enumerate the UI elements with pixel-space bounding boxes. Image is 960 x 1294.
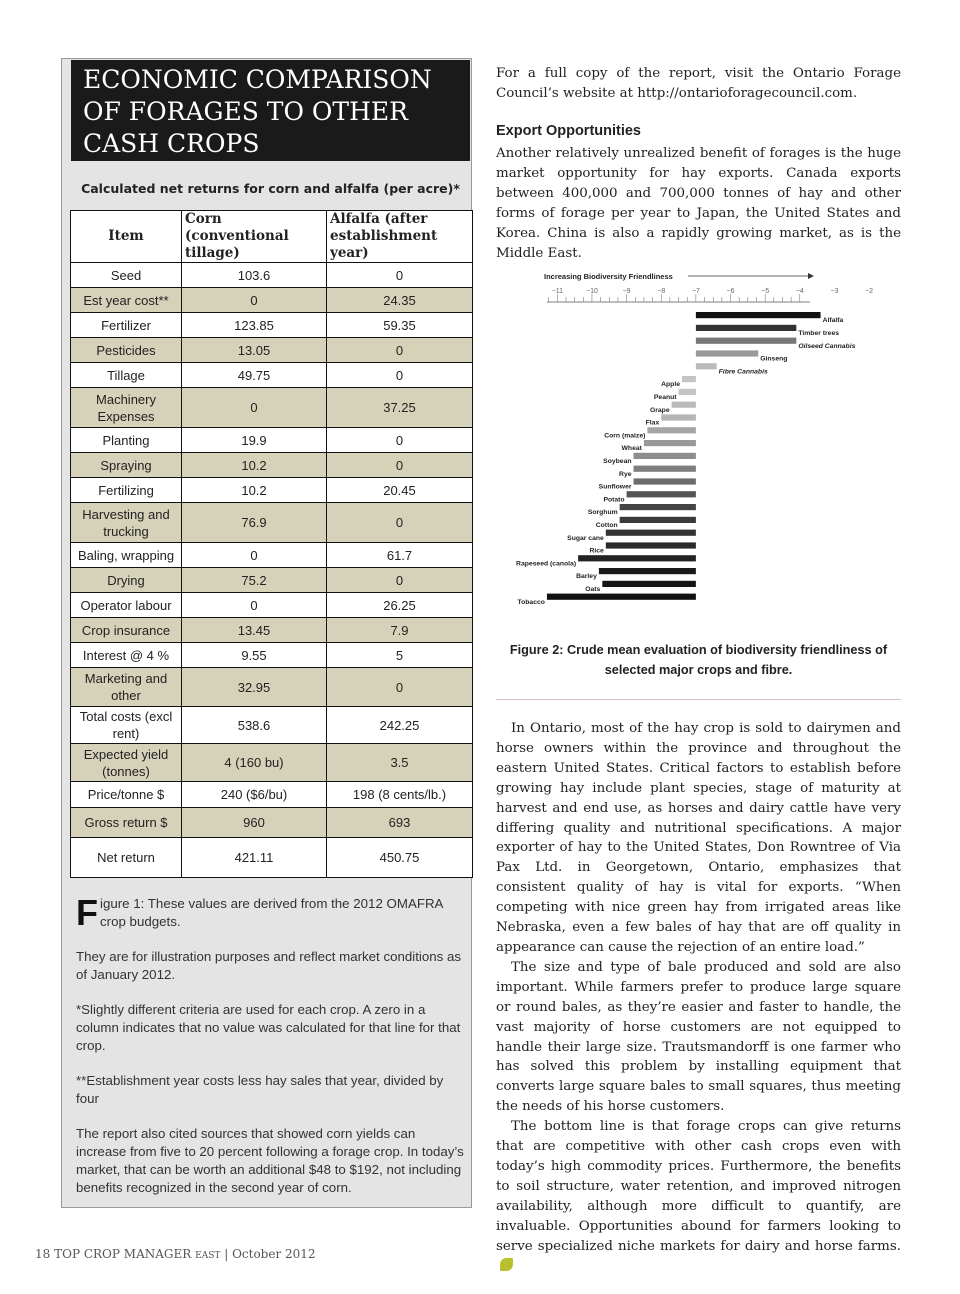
intro-paragraph: For a full copy of the report, visit the Ontario Forage Council’s website at http://ontarioforagecouncil.com. (496, 66, 901, 101)
table-body (71, 263, 473, 878)
note-text: The report also cited sources that showed corn yields can increase from five to 20 percent following a forage crop. In today’s market, that can be worth an additional $48 to $192, not including benefits recognized in the second year of corn. (76, 1126, 464, 1195)
chart-bar-label: Soybean (603, 458, 632, 465)
chart-bar (606, 542, 696, 548)
chart-bar (696, 363, 717, 369)
table-row (71, 543, 473, 568)
export-paragraph: Another relatively unrealized benefit of forages is the huge market opportunity for hay exports. Canada exports between 400,000 and 700,000 tonnes of hay and other forms of forage per year to Japan, the United States and Korea. China is also a rapidly growing market, as is the Middle East. (496, 146, 901, 261)
chart-bar (696, 325, 796, 331)
table-cell-item: Crop insurance (71, 618, 182, 643)
page-footer (35, 1247, 316, 1261)
chart-bar-label: Sunflower (598, 483, 632, 491)
chart-bar (647, 427, 695, 433)
chart-bar-label: Oilseed Cannabis (798, 342, 856, 350)
chart-bar-label: Peanut (653, 394, 677, 401)
table-row (71, 707, 473, 744)
sidebar-title-line: ECONOMIC COMPARISON (83, 65, 432, 94)
table-cell-item: Expected yield (tonnes) (71, 744, 182, 782)
table-cell-alfalfa: 61.7 (327, 543, 473, 568)
table-cell-alfalfa: 0 (327, 263, 473, 288)
page-number: 18 (35, 1247, 51, 1261)
table-cell-alfalfa: 693 (327, 808, 473, 838)
chart-bar-label: Grape (649, 406, 670, 414)
table-cell-item: Marketing and other (71, 668, 182, 707)
table-cell-corn: 49.75 (182, 363, 327, 388)
body-paragraph-text: The bottom line is that forage crops can give returns that are competitive with other cash crops even with today’s high commodity prices. Furthermore, the benefits to soil structure, water retention, and improved nitrogen availability, although more difficult to quantify, are invaluable. Opportunities abound for farmers looking to serve specialized niche markets for dairy and horse farms. (496, 1119, 901, 1254)
table-cell-alfalfa: 26.25 (327, 593, 473, 618)
body-paragraph: In Ontario, most of the hay crop is sold to dairymen and horse owners within the province and throughout the eastern United States. Critical factors to establish before growing hay include plant species, stage of maturity at harvest and end use, as horses and dairy cattle have very differing quality and nutritional specifications. A major exporter of hay to the United States, Don Rowntree of Via Pax Ltd. in Georgetown, Ontario, emphasizes that consistent quality of hay is vital for exports. “When competing with nice green hay from irrigated areas like Nebraska, even a few bales of hay that are off quality in appearance can cause the rejection of an entire load.” (496, 721, 901, 955)
chart-bar-label: Alfalfa (822, 317, 844, 325)
leaf-end-icon (500, 1258, 513, 1271)
table-row (71, 782, 473, 808)
chart-bar-label: Corn (maize) (604, 432, 646, 440)
table-row (71, 808, 473, 838)
magazine-edition: EAST (195, 1251, 221, 1261)
table-cell-item: Interest @ 4 % (71, 643, 182, 668)
table-cell-item: Spraying (71, 453, 182, 478)
chart-bar (696, 350, 758, 356)
table-header-item: Item (71, 211, 182, 263)
table-header-corn: Corn (conventional tillage) (182, 211, 327, 263)
table-cell-alfalfa: 20.45 (327, 478, 473, 503)
chart-bar (634, 478, 696, 484)
table-cell-item: Harvesting and trucking (71, 503, 182, 543)
table-cell-alfalfa: 0 (327, 668, 473, 707)
chart-bar (634, 453, 696, 459)
table-cell-alfalfa: 0 (327, 503, 473, 543)
table-cell-corn: 103.6 (182, 263, 327, 288)
figure-caption (496, 640, 901, 680)
table-row (71, 503, 473, 543)
table-cell-corn: 421.11 (182, 838, 327, 878)
note-text: They are for illustration purposes and reflect market conditions as of January 2012. (76, 949, 462, 982)
figure-caption-line: selected major crops and fibre. (604, 663, 793, 677)
table-cell-alfalfa: 242.25 (327, 707, 473, 744)
body-paragraph (496, 1117, 901, 1276)
chart-bar (634, 466, 696, 472)
table-cell-item: Pesticides (71, 338, 182, 363)
magazine-name: TOP CROP MANAGER (54, 1247, 192, 1261)
chart-bar-label: Tobacco (517, 598, 545, 606)
article-body (496, 719, 901, 1276)
chart-tick-label: −7 (691, 288, 700, 295)
table-cell-item: Net return (71, 838, 182, 878)
chart-tick-label: −2 (865, 288, 874, 295)
table-row (71, 618, 473, 643)
table-row (71, 428, 473, 453)
section-heading: Export Opportunities (496, 123, 641, 139)
chart-bar (547, 594, 696, 600)
sidebar-title-line: OF FORAGES TO OTHER (83, 97, 408, 126)
table-cell-alfalfa: 7.9 (327, 618, 473, 643)
table-cell-corn: 10.2 (182, 453, 327, 478)
table-cell-corn: 538.6 (182, 707, 327, 744)
table-row (71, 263, 473, 288)
chart-bar-label: Timber trees (798, 330, 840, 337)
table-cell-item: Planting (71, 428, 182, 453)
table-cell-corn: 0 (182, 593, 327, 618)
table-cell-alfalfa: 59.35 (327, 313, 473, 338)
table-cell-item: Seed (71, 263, 182, 288)
table-cell-corn: 19.9 (182, 428, 327, 453)
sidebar-title (71, 60, 470, 161)
chart-tick-label: −10 (586, 288, 598, 295)
chart-bar-label: Fibre Cannabis (718, 368, 768, 376)
chart-bar-label: Oats (585, 586, 601, 593)
table-cell-alfalfa: 198 (8 cents/lb.) (327, 782, 473, 808)
chart-arrow-head (808, 273, 814, 279)
table-cell-alfalfa: 0 (327, 428, 473, 453)
sidebar-title-line: CASH CROPS (83, 129, 260, 158)
chart-bar-label: Apple (661, 381, 681, 389)
issue-date: October 2012 (232, 1247, 316, 1261)
table-cell-corn: 240 ($6/bu) (182, 782, 327, 808)
chart-bar (696, 312, 821, 318)
chart-bar-label: Barley (576, 573, 597, 581)
table-cell-alfalfa: 450.75 (327, 838, 473, 878)
chart-tick-label: −8 (657, 288, 666, 295)
table-row (71, 643, 473, 668)
table-row (71, 313, 473, 338)
body-paragraph: The size and type of bale produced and sold are also important. While farmers prefer to produce large square or round bales, as they’re easier and faster to handle, the vast majority of horse customers are not equipped to handle their large size. Trautsmandorff is one farmer who has solved this problem by installing equipment that converts large square bales to small squares, thus meeting the needs of his horse customers. (496, 959, 901, 1115)
note-text: **Establishment year costs less hay sales that year, divided by four (76, 1073, 444, 1106)
chart-bar-label: Rye (619, 470, 632, 478)
table-cell-corn: 4 (160 bu) (182, 744, 327, 782)
chart-bar (606, 530, 696, 536)
article-intro (496, 64, 901, 104)
table-cell-item: Price/tonne $ (71, 782, 182, 808)
table-cell-alfalfa: 37.25 (327, 388, 473, 428)
chart-tick-label: −6 (726, 288, 735, 295)
table-cell-corn: 0 (182, 388, 327, 428)
table-cell-alfalfa: 5 (327, 643, 473, 668)
table-cell-corn: 75.2 (182, 568, 327, 593)
note-text: igure 1: These values are derived from the 2012 OMAFRA crop budgets. (100, 896, 443, 929)
export-section (496, 144, 901, 263)
note-figure (76, 892, 466, 933)
table-cell-item: Tillage (71, 363, 182, 388)
table-cell-corn: 32.95 (182, 668, 327, 707)
table-cell-corn: 0 (182, 543, 327, 568)
chart-bar-label: Cotton (595, 522, 618, 529)
chart-tick-label: −11 (551, 288, 563, 295)
chart-bar (679, 389, 696, 395)
table-cell-item: Est year cost** (71, 288, 182, 313)
chart-bar (661, 414, 696, 420)
footer-separator: | (224, 1247, 229, 1261)
table-cell-corn: 0 (182, 288, 327, 313)
table-row (71, 478, 473, 503)
table-cell-item: Fertilizer (71, 313, 182, 338)
table-cell-corn: 9.55 (182, 643, 327, 668)
drop-cap: F (76, 892, 98, 933)
chart-tick-label: −9 (622, 288, 631, 295)
table-cell-alfalfa: 0 (327, 338, 473, 363)
chart-bar-label: Rice (589, 547, 604, 555)
chart-bar (682, 376, 696, 382)
chart-tick-label: −4 (795, 288, 804, 295)
table-cell-corn: 10.2 (182, 478, 327, 503)
table-cell-alfalfa: 0 (327, 568, 473, 593)
chart-bar (672, 402, 696, 408)
table-row (71, 288, 473, 313)
table-row (71, 838, 473, 878)
chart-bar-label: Sorghum (587, 509, 618, 517)
table-cell-item: Baling, wrapping (71, 543, 182, 568)
chart-tick-label: −5 (761, 288, 770, 295)
table-cell-corn: 960 (182, 808, 327, 838)
chart-title: Increasing Biodiversity Friendliness (544, 272, 673, 281)
table-cell-corn: 13.45 (182, 618, 327, 643)
table-cell-item: Machinery Expenses (71, 388, 182, 428)
table-caption: Calculated net returns for corn and alfalfa (per acre)* (81, 181, 460, 196)
net-returns-table (70, 210, 473, 878)
chart-bar (620, 504, 696, 510)
table-row (71, 388, 473, 428)
table-cell-item: Gross return $ (71, 808, 182, 838)
table-cell-alfalfa: 24.35 (327, 288, 473, 313)
chart-bar-label: Wheat (621, 445, 642, 453)
biodiversity-chart (496, 262, 901, 607)
table-cell-item: Operator labour (71, 593, 182, 618)
chart-bar (599, 568, 696, 574)
table-header-alfalfa: Alfalfa (after establishment year) (327, 211, 473, 263)
table-cell-item: Total costs (excl rent) (71, 707, 182, 744)
table-row (71, 668, 473, 707)
table-cell-item: Fertilizing (71, 478, 182, 503)
chart-bar (602, 581, 696, 587)
chart-tick-label: −3 (830, 288, 839, 295)
chart-bar (696, 338, 796, 344)
table-cell-alfalfa: 3.5 (327, 744, 473, 782)
table-cell-corn: 76.9 (182, 503, 327, 543)
table-row (71, 744, 473, 782)
table-cell-item: Drying (71, 568, 182, 593)
chart-bar-label: Sugar cane (567, 534, 604, 542)
figure-caption-line: Figure 2: Crude mean evaluation of biodiversity friendliness of (509, 643, 888, 657)
table-cell-alfalfa: 0 (327, 363, 473, 388)
chart-bar (620, 517, 696, 523)
table-row (71, 363, 473, 388)
table-row (71, 338, 473, 363)
divider (496, 699, 901, 700)
chart-bar-label: Rapeseed (canola) (516, 560, 577, 568)
table-row (71, 568, 473, 593)
table-cell-corn: 123.85 (182, 313, 327, 338)
chart-bar (644, 440, 696, 446)
chart-bar (627, 491, 696, 497)
note-text: *Slightly different criteria are used for each crop. A zero in a column indicates that no value was calculated for that line for that crop. (76, 1002, 461, 1053)
chart-bar (578, 555, 696, 561)
chart-bar-label: Ginseng (760, 355, 788, 363)
chart-bar-label: Flax (645, 419, 660, 427)
chart-bar-label: Potato (603, 496, 625, 504)
table-row (71, 453, 473, 478)
table-row (71, 593, 473, 618)
table-cell-alfalfa: 0 (327, 453, 473, 478)
table-notes (76, 892, 466, 1214)
table-cell-corn: 13.05 (182, 338, 327, 363)
